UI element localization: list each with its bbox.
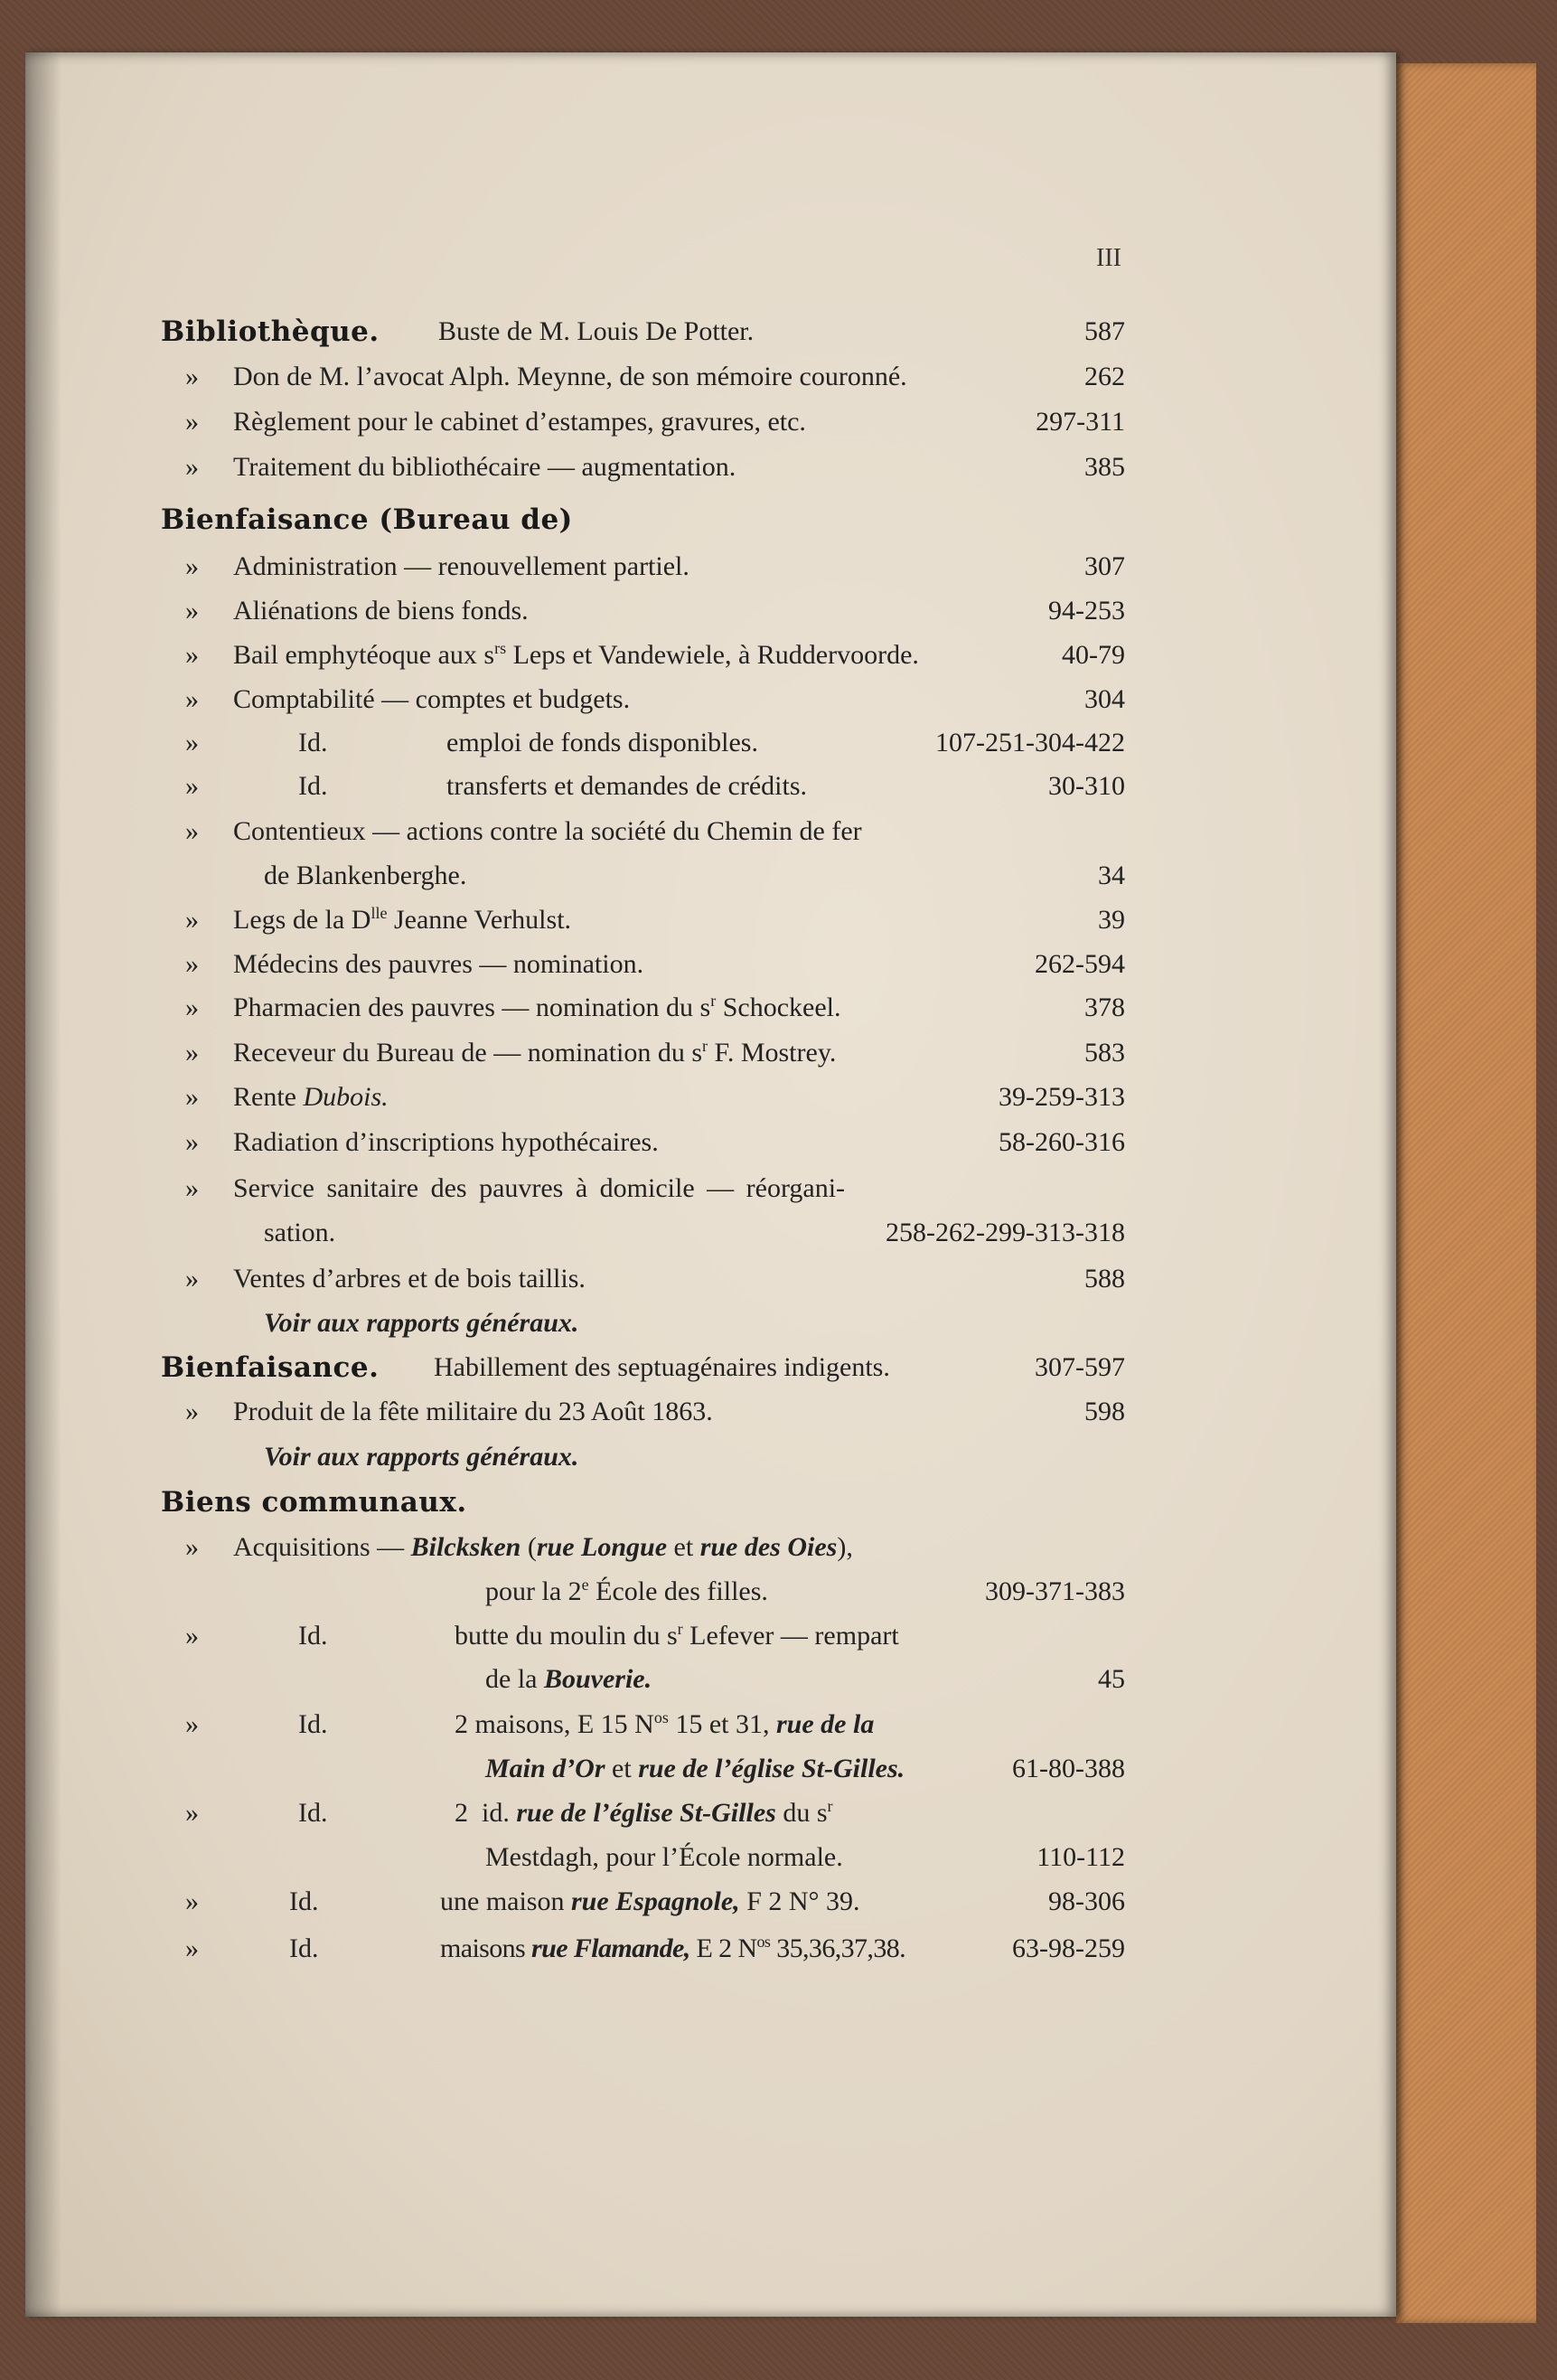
text-part: Rente	[233, 1082, 296, 1112]
entry-text: Service sanitaire des pauvres à domicile — réorgani-	[233, 1173, 846, 1203]
index-line	[0, 446, 1557, 489]
italic-text: rue Longue	[536, 1532, 668, 1562]
index-line	[0, 1614, 1557, 1658]
text-part: Acquisitions —	[233, 1532, 405, 1562]
index-line	[0, 1747, 1557, 1791]
text-part: pour la 2	[485, 1576, 582, 1606]
entry-text: Contentieux — actions contre la société du Chemin de fer	[233, 816, 862, 846]
entry-text	[455, 1614, 899, 1658]
superscript: e	[581, 1576, 589, 1594]
text-part: Legs de la D	[233, 905, 371, 935]
page-reference: 63-98-259	[1012, 1933, 1125, 1963]
text-part: Schockeel.	[716, 992, 841, 1022]
ditto-mark: »	[185, 596, 199, 626]
entry-text	[485, 1747, 905, 1791]
page-reference: 304	[1084, 684, 1125, 714]
entry-text	[440, 1880, 860, 1924]
text-part: Leps et Vandewiele, à Ruddervoorde.	[506, 640, 919, 670]
id-abbrev: Id.	[298, 1621, 328, 1651]
entry-text: Règlement pour le cabinet d’estampes, gravures, etc.	[233, 407, 806, 437]
index-line	[0, 1031, 1557, 1075]
text-part: 15 et 31,	[668, 1709, 770, 1739]
italic-text: rue de la	[776, 1709, 875, 1739]
superscript: lle	[370, 904, 388, 922]
index-line	[0, 986, 1557, 1030]
index-line	[0, 1346, 1557, 1389]
id-abbrev: Id.	[298, 728, 328, 757]
entry-text: sation.	[264, 1218, 336, 1247]
page-reference: 262	[1084, 362, 1125, 391]
superscript: os	[756, 1933, 771, 1951]
entry-heading: Bibliothèque.	[161, 315, 380, 348]
italic-text: Dubois.	[303, 1082, 389, 1112]
text-part: de la	[485, 1664, 538, 1694]
index-line	[0, 634, 1557, 677]
ditto-mark: »	[185, 551, 199, 581]
italic-text: rue Espagnole,	[570, 1886, 740, 1916]
ditto-mark: »	[185, 949, 199, 979]
page-reference: 309-371-383	[985, 1576, 1125, 1606]
entry-text: Mestdagh, pour l’École normale.	[485, 1842, 843, 1872]
text-part: Pharmacien des pauvres — nomination du s	[233, 992, 711, 1022]
text-part: du s	[775, 1798, 828, 1828]
italic-text: rue de l’église St-Gilles	[516, 1798, 776, 1828]
text-part: Receveur du Bureau de — nomination du s	[233, 1038, 703, 1068]
index-line	[0, 1076, 1557, 1119]
entry-text: Administration — renouvellement partiel.	[233, 551, 689, 581]
id-abbrev: Id.	[298, 771, 328, 801]
entry-text: Traitement du bibliothécaire — augmentation.	[233, 452, 736, 482]
superscript: r	[827, 1797, 833, 1815]
page-reference: 587	[1084, 316, 1125, 346]
italic-text: rue Flamande,	[531, 1933, 690, 1963]
page-reference: 98-306	[1048, 1886, 1125, 1916]
entry-heading: Bienfaisance (Bureau de)	[161, 503, 573, 536]
cross-reference: Voir aux rapports généraux.	[264, 1308, 579, 1338]
index-line	[0, 765, 1557, 808]
page-reference: 45	[1098, 1664, 1125, 1694]
entry-text: emploi de fonds disponibles.	[446, 728, 758, 757]
ditto-mark: »	[185, 684, 199, 714]
text-part: maisons	[440, 1933, 526, 1963]
page-reference: 39-259-313	[999, 1082, 1125, 1112]
ditto-mark: »	[185, 1397, 199, 1426]
entry-text	[233, 898, 571, 942]
page-reference: 58-260-316	[999, 1127, 1125, 1157]
page-reference: 385	[1084, 452, 1125, 482]
ditto-mark: »	[185, 362, 199, 391]
ditto-mark: »	[185, 1082, 199, 1112]
index-line	[0, 721, 1557, 765]
index-line	[0, 1481, 1557, 1524]
entry-text	[485, 1658, 652, 1701]
text-part: 2 maisons, E 15 N	[455, 1709, 654, 1739]
index-line	[0, 310, 1557, 353]
index-line	[0, 1302, 1557, 1345]
id-abbrev: Id.	[298, 1709, 328, 1739]
index-line	[0, 1257, 1557, 1301]
ditto-mark: »	[185, 1933, 199, 1963]
ditto-mark: »	[185, 1886, 199, 1916]
entry-text: Médecins des pauvres — nomination.	[233, 949, 644, 979]
entry-text	[485, 1570, 768, 1613]
index-line	[0, 1792, 1557, 1835]
text-part: et	[667, 1532, 700, 1562]
ditto-mark: »	[185, 816, 199, 846]
ditto-mark: »	[185, 452, 199, 482]
page-reference: 110-112	[1036, 1842, 1125, 1872]
index-line	[0, 498, 1557, 541]
entry-text: Don de M. l’avocat Alph. Meynne, de son mémoire couronné.	[233, 362, 907, 391]
page-reference: 598	[1084, 1397, 1125, 1426]
entry-text: Ventes d’arbres et de bois taillis.	[233, 1264, 586, 1293]
index-line	[0, 678, 1557, 721]
ditto-mark: »	[185, 1127, 199, 1157]
italic-text: Bilcksken	[410, 1532, 521, 1562]
page-reference: 307	[1084, 551, 1125, 581]
page-reference: 258-262-299-313-318	[886, 1218, 1125, 1247]
italic-text: Bouverie.	[543, 1664, 652, 1694]
ditto-mark: »	[185, 728, 199, 757]
index-line	[0, 355, 1557, 399]
ditto-mark: »	[185, 1264, 199, 1293]
ditto-mark: »	[185, 1532, 199, 1562]
text-part: 35,36,37,38.	[770, 1933, 906, 1963]
text-part: F 2 N° 39.	[739, 1886, 860, 1916]
ditto-mark: »	[185, 771, 199, 801]
entry-text: Aliénations de biens fonds.	[233, 596, 529, 626]
page-reference: 107-251-304-422	[935, 728, 1125, 757]
index-line	[0, 400, 1557, 444]
page-reference: 307-597	[1035, 1352, 1125, 1382]
text-part: École des filles.	[588, 1576, 768, 1606]
index-line	[0, 1526, 1557, 1569]
ditto-mark: »	[185, 1709, 199, 1739]
index-line	[0, 1836, 1557, 1879]
ditto-mark: »	[185, 640, 199, 670]
entry-text: de Blankenberghe.	[264, 861, 467, 890]
text-part: butte du moulin du s	[455, 1621, 678, 1651]
page-reference: 40-79	[1062, 640, 1125, 670]
entry-text: Radiation d’inscriptions hypothécaires.	[233, 1127, 659, 1157]
entry-text	[233, 634, 919, 677]
index-line	[0, 943, 1557, 986]
entry-text	[233, 1526, 853, 1569]
cross-reference: Voir aux rapports généraux.	[264, 1442, 579, 1472]
ditto-mark: »	[185, 992, 199, 1022]
page-reference: 583	[1084, 1038, 1125, 1068]
superscript: rs	[494, 639, 507, 657]
page-reference: 30-310	[1048, 771, 1125, 801]
italic-text: rue des Oies	[699, 1532, 838, 1562]
ditto-mark: »	[185, 407, 199, 437]
page-reference: 61-80-388	[1012, 1754, 1125, 1783]
id-abbrev: Id.	[289, 1886, 319, 1916]
text-part: E 2 N	[689, 1933, 757, 1963]
ditto-mark: »	[185, 1173, 199, 1203]
index-line	[0, 545, 1557, 588]
superscript: r	[677, 1620, 683, 1638]
entry-text	[233, 1031, 836, 1075]
text-part: une maison	[440, 1886, 565, 1916]
index-line	[0, 1880, 1557, 1924]
superscript: os	[653, 1708, 669, 1726]
entry-text	[233, 986, 841, 1030]
page-reference: 39	[1098, 905, 1125, 935]
ditto-mark: »	[185, 1621, 199, 1651]
ditto-mark: »	[185, 1038, 199, 1068]
entry-text: Comptabilité — comptes et budgets.	[233, 684, 631, 714]
index-line	[0, 1927, 1557, 1971]
entry-heading: Biens communaux.	[161, 1486, 467, 1519]
entry-text: Habillement des septuagénaires indigents.	[434, 1352, 890, 1382]
entry-text	[455, 1792, 833, 1835]
index-line	[0, 1435, 1557, 1479]
italic-text: Main d’Or	[485, 1754, 605, 1783]
entry-text	[233, 1076, 389, 1119]
page-reference: 297-311	[1036, 407, 1125, 437]
page-reference: 94-253	[1048, 596, 1125, 626]
text-part: ),	[837, 1532, 853, 1562]
index-line	[0, 1390, 1557, 1434]
entry-text: Produit de la fête militaire du 23 Août 1863.	[233, 1397, 713, 1426]
text-part: Jeanne Verhulst.	[387, 905, 572, 935]
index-line	[0, 1570, 1557, 1613]
index-line	[0, 1211, 1557, 1255]
page-reference: 262-594	[1035, 949, 1125, 979]
entry-text: transferts et demandes de crédits.	[446, 771, 808, 801]
index-line	[0, 1703, 1557, 1746]
index-line	[0, 810, 1557, 853]
entry-text	[440, 1927, 905, 1971]
entry-text: Buste de M. Louis De Potter.	[438, 316, 755, 346]
text-part: 2 id.	[455, 1798, 510, 1828]
ditto-mark: »	[185, 905, 199, 935]
page-number: III	[1096, 244, 1121, 272]
id-abbrev: Id.	[289, 1933, 319, 1963]
text-part: F. Mostrey.	[708, 1038, 837, 1068]
text-part: Bail emphytéoque aux s	[233, 640, 495, 670]
superscript: r	[702, 1037, 708, 1055]
text-part: Lefever — rempart	[682, 1621, 899, 1651]
index-line	[0, 1658, 1557, 1701]
entry-text	[455, 1703, 874, 1746]
page-reference: 588	[1084, 1264, 1125, 1293]
page-reference: 34	[1098, 861, 1125, 890]
superscript: r	[710, 992, 717, 1010]
text-part: (	[527, 1532, 537, 1562]
index-line	[0, 589, 1557, 633]
text-part: et	[605, 1754, 639, 1783]
page-reference: 378	[1084, 992, 1125, 1022]
ditto-mark: »	[185, 1798, 199, 1828]
entry-heading: Bienfaisance.	[161, 1351, 380, 1384]
italic-text: rue de l’église St-Gilles.	[638, 1754, 905, 1783]
id-abbrev: Id.	[298, 1798, 328, 1828]
index-line	[0, 898, 1557, 942]
index-line	[0, 1121, 1557, 1164]
index-line	[0, 854, 1557, 898]
index-line	[0, 1167, 1557, 1210]
